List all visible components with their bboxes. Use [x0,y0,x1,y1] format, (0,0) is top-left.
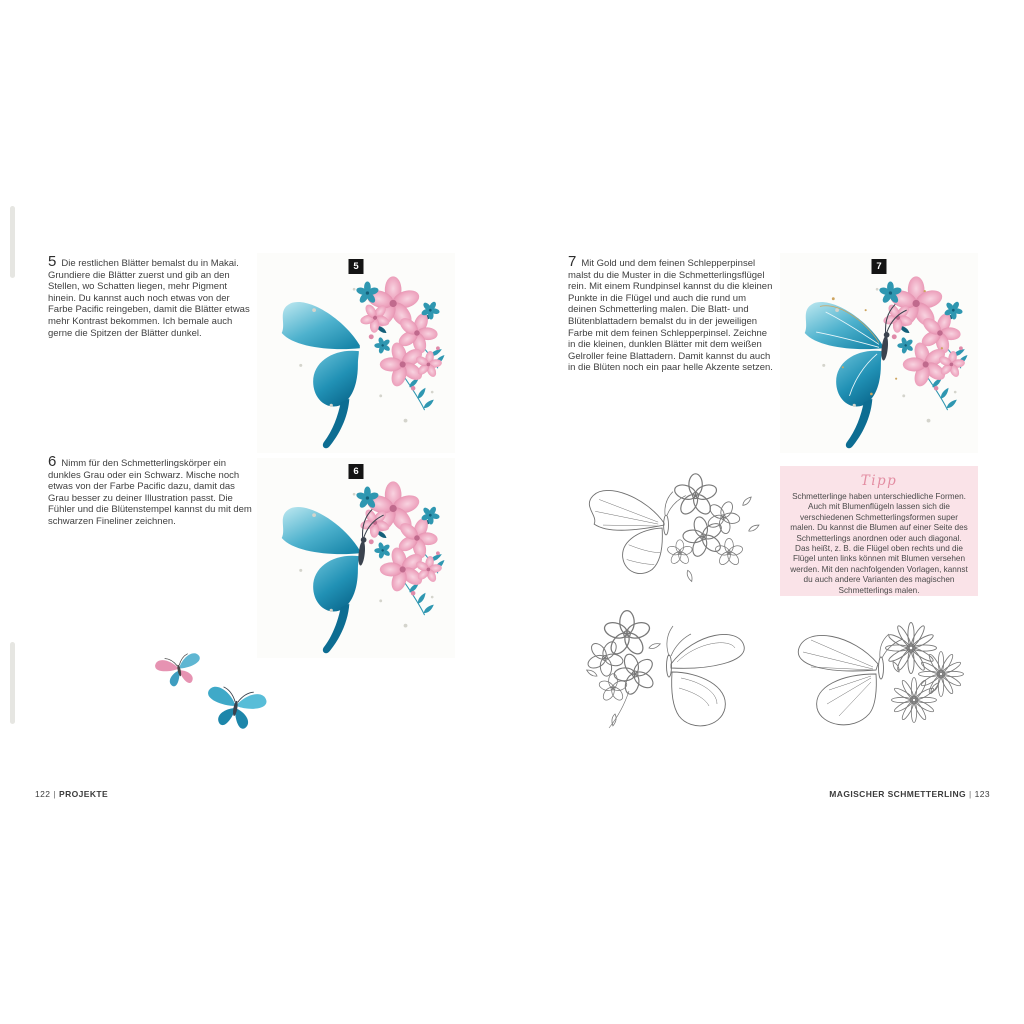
footer-separator: | [969,789,972,799]
watercolor-butterfly-step6-illustration [257,458,455,658]
step-7-badge: 7 [872,259,887,274]
step-7-text: Mit Gold und dem feinen Schlepperpinsel malst du die Muster in die Schmetterlingsflügel rein. Mit einem Rundpinsel kannst du die kleinen Punkte in die Flügel und auch die rund um deinen Schmetterling malen. Die Blatt- und Blütenblattadern bemalst du in der jeweiligen Farbe mit dem feinen Schlepperpinsel. Zeichne in die kleinen, dunklen Blätter mit dem weißen Gelroller feine Blattadern. Damit kannst du auch in die Blüten noch ein paar helle Akzente setzen. [568,258,773,374]
butterfly-template-1 [568,466,770,592]
tip-box [780,466,978,596]
watercolor-butterfly-step7-illustration [780,253,978,453]
step-5-badge: 5 [349,259,364,274]
step-6-text-block [48,453,253,528]
page-number-right: 123 [974,789,990,799]
tip-text: Schmetterlinge haben unterschiedliche Formen. Auch mit Blumenflügeln lassen sich die verschiedenen Schmetterlingsformen super malen. Du kannst die Blumen auf einer Seite des Schmetterlings anordnen oder auch diagonal. Das heißt, z. B. die Flügel oben rechts und die Flügel unten links können mit Blumen versehen werden. Mit den nachfolgenden Vorlagen, kannst du auch andere Varianten des magischen Schmetterlings malen. [790,492,968,595]
butterfly-outline-3-illustration [781,612,981,744]
page-edge-artifact [10,206,15,278]
step-5-photo [257,253,455,453]
step-6-text: Nimm für den Schmetterlingskörper ein dunkles Grau oder ein Schwarz. Mische noch etwas von der Farbe Pacific dazu, damit das Grau besser zu deiner Illustration passt. Die Fühler und die Blütenstempel kannst du mit dem schwarzen Fineliner zeichnen. [48,458,252,527]
watercolor-butterfly-step5-illustration [257,253,455,453]
mini-butterflies-illustration [148,645,298,753]
small-butterflies-decor [148,645,298,753]
tip-title: Tipp [860,473,898,489]
footer-left [35,789,108,799]
step-5-number: 5 [48,253,57,270]
step-6-number: 6 [48,453,57,470]
butterfly-template-3 [781,612,981,744]
step-5-text-block [48,253,253,339]
butterfly-outline-1-illustration [568,466,770,592]
step-6-badge: 6 [349,464,364,479]
page-number-left: 122 [35,789,51,799]
step-7-photo [780,253,978,453]
butterfly-template-2 [569,596,767,748]
section-title-right: MAGISCHER SCHMETTERLING [829,789,966,799]
step-7-number: 7 [568,253,577,270]
footer-separator: | [53,789,56,799]
step-7-text-block [568,253,773,374]
step-6-photo [257,458,455,658]
step-5-text: Die restlichen Blätter bemalst du in Makai. Grundiere die Blätter zuerst und gib an den Stellen, wo Schatten liegen, mehr Pigment hinein. Du kannst auch noch etwas von der Farbe Pacific reingeben, damit die Blätter etwas mehr Kontrast bekommen. Ich bemale auch gerne die Spitzen der Blätter dunkel. [48,258,250,339]
butterfly-outline-2-illustration [569,596,767,748]
page-edge-artifact [10,642,15,724]
footer-right [829,789,990,799]
section-title-left: PROJEKTE [59,789,109,799]
